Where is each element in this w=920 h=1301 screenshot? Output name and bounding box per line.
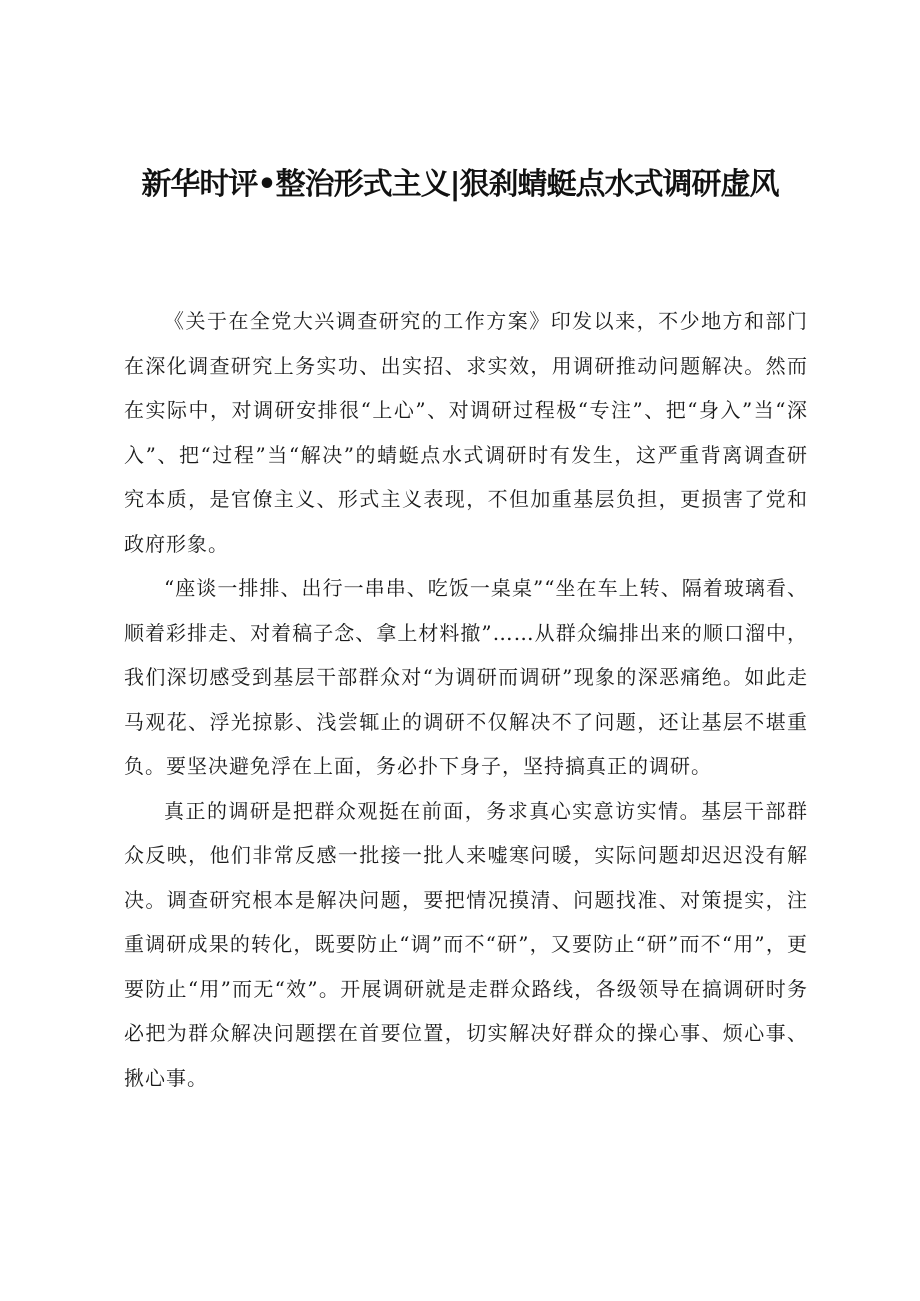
paragraph-3: 真正的调研是把群众观挺在前面，务求真心实意访实情。基层干部群众反映，他们非常反感一批接一批人来嘘寒问暖，实际问题却迟迟没有解决。调查研究根本是解决问题，要把情况摸清、问题找准、对策提实，注重调研成果的转化，既要防止“调”而不“研”，又要防止“研”而不“用”，更要防止“用”而无“效”。开展调研就是走群众路线，各级领导在搞调研时务必把为群众解决问题摆在首要位置，切实解决好群众的操心事、烦心事、揪心事。 [124, 798, 808, 1090]
paragraph-1: 《关于在全党大兴调查研究的工作方案》印发以来，不少地方和部门在深化调查研究上务实功、出实招、求实效，用调研推动问题解决。然而在实际中，对调研安排很“上心”、对调研过程极“专注”、把“身入”当“深入”、把“过程”当“解决”的蜻蜓点水式调研时有发生，这严重背离调查研究本质，是官僚主义、形式主义表现，不但加重基层负担，更损害了党和政府形象。 [124, 309, 808, 556]
document-body [124, 299, 808, 1100]
document-title: 新华时评•整治形式主义|狠刹蜻蜓点水式调研虚风 [141, 167, 779, 202]
paragraph-2: “座谈一排排、出行一串串、吃饭一桌桌”“坐在车上转、隔着玻璃看、顺着彩排走、对着稿子念、拿上材料撤”……从群众编排出来的顺口溜中，我们深切感受到基层干部群众对“为调研而调研”现象的深恶痛绝。如此走马观花、浮光掠影、浅尝辄止的调研不仅解决不了问题，还让基层不堪重负。要坚决避免浮在上面，务必扑下身子，坚持搞真正的调研。 [124, 576, 808, 778]
